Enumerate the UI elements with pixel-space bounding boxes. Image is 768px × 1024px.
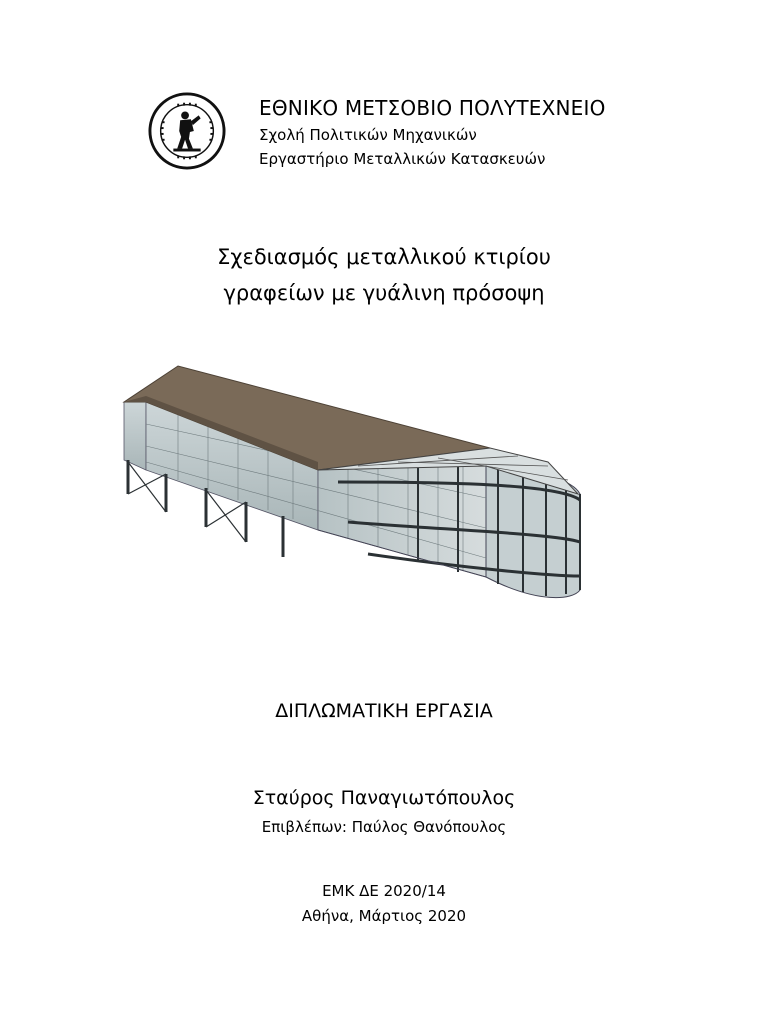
thesis-title-line-2: γραφείων με γυάλινη πρόσοψη — [223, 281, 545, 305]
supervisor-name: Επιβλέπων: Παύλος Θανόπουλος — [261, 818, 507, 836]
thesis-code: ΕΜΚ ΔΕ 2020/14 — [322, 882, 446, 900]
thesis-title-line-1: Σχεδιασμός μεταλλικού κτιρίου — [217, 245, 551, 269]
school-name: Σχολή Πολιτικών Μηχανικών — [259, 126, 477, 144]
laboratory-name: Εργαστήριο Μεταλλικών Κατασκευών — [259, 150, 546, 168]
place-and-date: Αθήνα, Μάρτιος 2020 — [301, 907, 467, 925]
author-name: Σταύρος Παναγιωτόπουλος — [252, 787, 516, 809]
university-seal-icon — [148, 92, 226, 170]
thesis-type: ΔΙΠΛΩΜΑΤΙΚΗ ΕΡΓΑΣΙΑ — [275, 700, 493, 722]
building-render-image — [118, 362, 648, 630]
institution-name: ΕΘΝΙΚΟ ΜΕΤΣΟΒΙΟ ΠΟΛΥΤΕΧΝΕΙΟ — [259, 96, 606, 120]
